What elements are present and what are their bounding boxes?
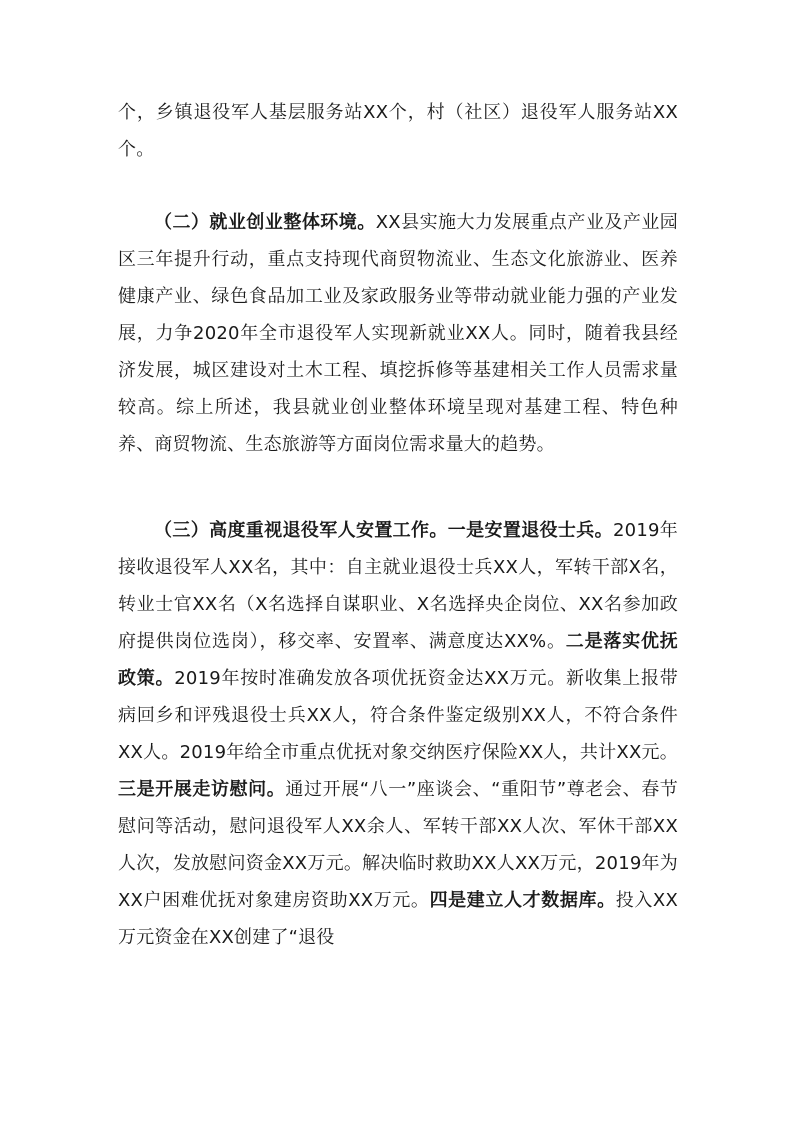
item-text-1: 2019年接收退役军人XX名，其中：自主就业退役士兵XX人，军转干部X名，转业士官XX名（X名选择自谋职业、X名选择央企岗位、XX名参加政府提供岗位选岗），移交率、安置率、满意度达XX%。 xyxy=(118,520,678,652)
item-text-2: 2019年按时准确发放各项优抚资金达XX万元。新收集上报带病回乡和评残退役士兵XX人，符合条件鉴定级别XX人，不符合条件XX人。2019年给全市重点优抚对象交纳医疗保险XX人，共计XX元。 xyxy=(118,668,678,763)
section-heading-employment-environment: （二）就业创业整体环境。 xyxy=(154,212,376,233)
item-heading-4: 四是建立人才数据库。 xyxy=(429,890,616,911)
paragraph-2 xyxy=(118,204,678,463)
paragraph-1-text: 个，乡镇退役军人基层服务站XX个，村（社区）退役军人服务站XX个。 xyxy=(118,102,678,160)
item-heading-2: 二是落实优抚政策。 xyxy=(118,631,679,689)
section-heading-resettlement: （三）高度重视退役军人安置工作。 xyxy=(154,520,448,541)
item-text-4: 投入XX万元资金在XX创建了“退役 xyxy=(118,890,678,948)
paragraph-2-text: XX县实施大力发展重点产业及产业园区三年提升行动，重点支持现代商贸物流业、生态文化旅游业、医养健康产业、绿色食品加工业及家政服务业等带动就业能力强的产业发展，力争2020年全市退役军人实现新就业XX人。同时，随着我县经济发展，城区建设对土木工程、填挖拆修等基建相关工作人员需求量较高。综上所述，我县就业创业整体环境呈现对基建工程、特色种养、商贸物流、生态旅游等方面岗位需求量大的趋势。 xyxy=(118,212,678,455)
item-heading-3: 三是开展走访慰问。 xyxy=(118,779,286,800)
item-heading-1: 一是安置退役士兵。 xyxy=(447,520,614,541)
item-text-3: 通过开展“八一”座谈会、“重阳节”尊老会、春节慰问等活动，慰问退役军人XX余人、军转干部XX人次、军休干部XX人次，发放慰问资金XX万元。解决临时救助XX人XX万元，2019年为XX户困难优抚对象建房资助XX万元。 xyxy=(118,779,678,911)
paragraph-1 xyxy=(118,94,678,168)
paragraph-3 xyxy=(118,512,678,956)
